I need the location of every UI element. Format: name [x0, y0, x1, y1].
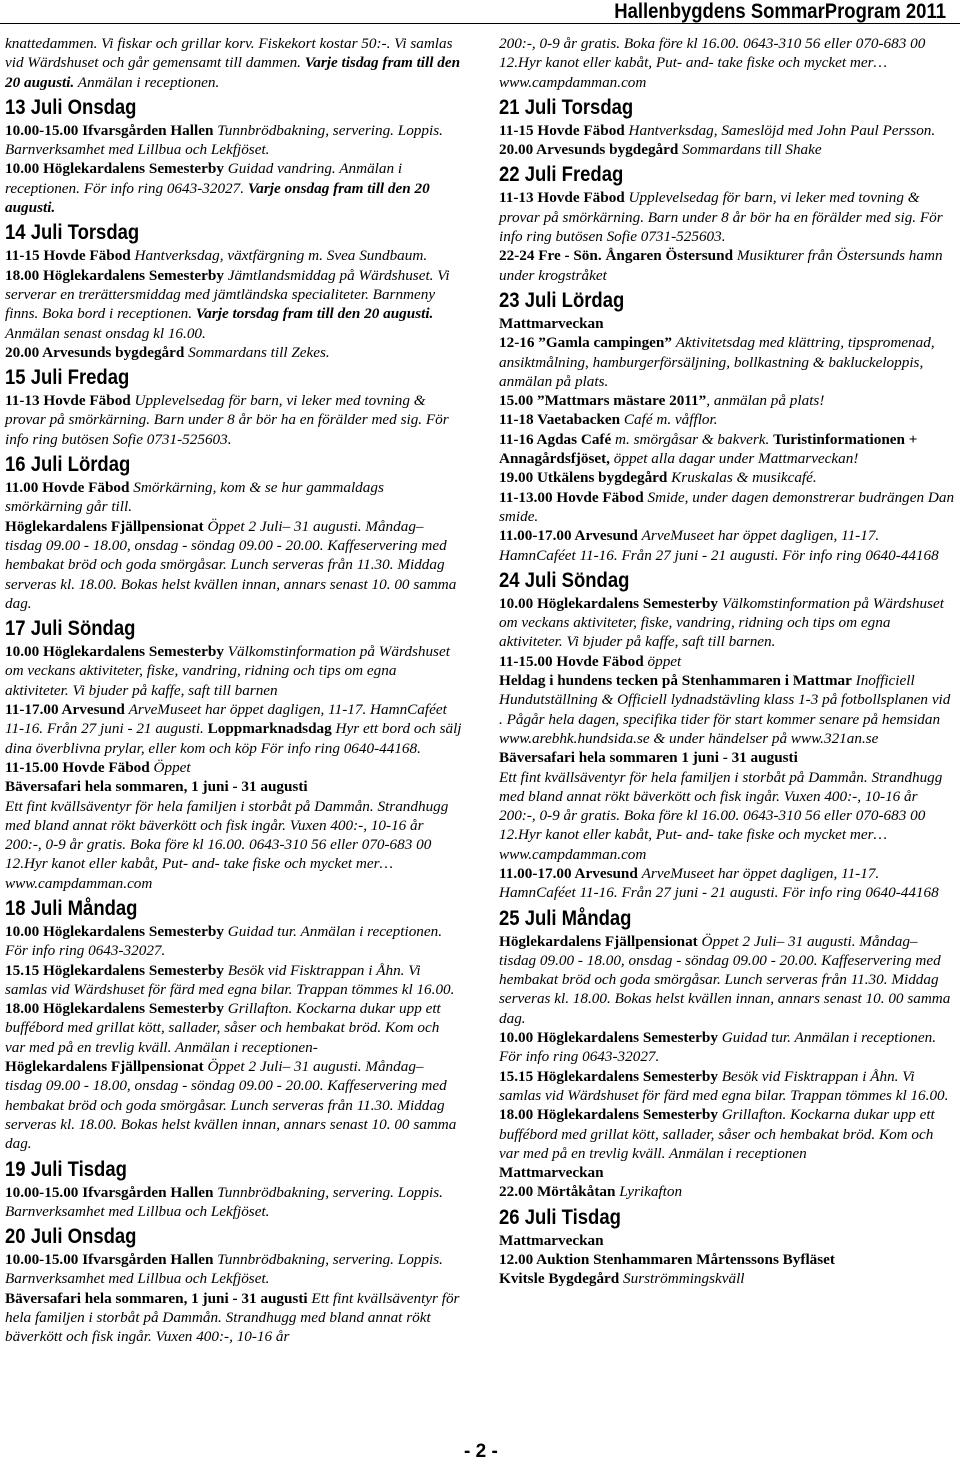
event-description: Öppet 2 Juli– 31 augusti. Måndag– tisdag 09.00 - 18.00, onsdag - söndag 09.00 - 20.00. Kaffeservering med hembakat bröd och goda smörgåsar. Lunch serveras från 11.30. Middag serveras kl. 18.00. Bokas helst kvällen innan, annars senast 10. 00 samma dag.: [5, 517, 457, 612]
event-label: 18.00 Höglekardalens Semesterby: [5, 1000, 228, 1018]
event-entry: [5, 1289, 463, 1347]
event-entry: [499, 246, 957, 285]
document-title: Hallenbygdens SommarProgram 2011: [614, 0, 946, 23]
day-heading: 25 Juli Måndag: [499, 906, 632, 930]
event-entry: [499, 1250, 957, 1269]
day-heading: 16 Juli Lördag: [5, 453, 131, 477]
event-entry: [499, 652, 957, 671]
event-description: Sommardans till Shake: [682, 141, 822, 159]
event-label: 20.00 Arvesunds bygdegård: [499, 141, 683, 159]
event-label: 10.00-15.00 Ifvarsgården Hallen: [5, 1251, 218, 1269]
event-description: m. smörgåsar & bakverk.: [615, 430, 774, 448]
event-label: 10.00 Höglekardalens Semesterby: [499, 1029, 722, 1047]
event-entry: [5, 246, 463, 265]
event-entry: [499, 1182, 957, 1201]
event-description: öppet alla dagar under Mattmarveckan!: [613, 450, 859, 468]
event-entry: [5, 797, 463, 893]
event-label: Mattmarveckan: [499, 1164, 604, 1182]
event-entry: [499, 468, 957, 487]
event-description: Anmälan senast onsdag kl 16.00.: [5, 324, 206, 342]
day-heading: 17 Juli Söndag: [5, 617, 136, 641]
event-label: 15.00 ”Mattmars mästare 2011”: [499, 392, 707, 410]
event-label: 15.15 Höglekardalens Semesterby: [5, 961, 228, 979]
event-entry: [5, 758, 463, 777]
day-heading: 22 Juli Fredag: [499, 163, 624, 187]
event-description: Lyrikafton: [619, 1183, 683, 1201]
event-description: Smide, under dagen demonstrerar budrängen Dan smide.: [499, 488, 955, 525]
event-description: Ett fint kvällsäventyr för hela familjen i storbåt på Dammån. Strandhugg med bland annat rökt bäverkött och fisk ingår. Vuxen 400:-, 10-16 år 200:-, 0-9 år gratis. Boka före kl 16.00. 0643-310 56 eller 070-683 00 12.Hyr kanot eller kabåt, Put- and- take fiske och mycket mer… www.campdamman.com: [499, 768, 943, 863]
event-label: Bäversafari hela sommaren, 1 juni - 31 augusti: [5, 1289, 312, 1307]
event-description: Hantverksdag, växtfärgning m. Svea Sundbaum.: [134, 247, 428, 265]
event-description: Välkomstinformation på Wärdshuset om veckans aktiviteter, fiske, vandring, ridning och tips om egna aktiviteter. Vi bjuder på kaffe, saft till barnen: [5, 643, 450, 699]
event-description: Kruskalas & musikcafé.: [671, 469, 817, 487]
event-description: Besök vid Fisktrappan i Åhn. Vi samlas vid Wärdshuset för färd med egna bilar. Trappan tömmes kl 16.00.: [499, 1067, 949, 1104]
day-heading: 21 Juli Torsdag: [499, 95, 634, 119]
day-heading: 18 Juli Måndag: [5, 896, 138, 920]
event-entry: [5, 159, 463, 217]
day-heading: 26 Juli Tisdag: [499, 1205, 621, 1229]
event-description: Inofficiell Hundutställning & Officiell lydnadstävling klass 1-3 på fotbollsplanen vid . Pågår hela dagen, specifika tider för start kommer senare på hemsidan www.arebhk.hundsida.se & under händelser på www.321an.se: [499, 672, 951, 747]
day-heading: 19 Juli Tisdag: [5, 1157, 127, 1181]
event-description: Jämtlandsmiddag på Wärdshuset. Vi serverar en trerättersmiddag med jämtländska specialiteter. Barnmeny finns. Boka bord i receptionen.: [5, 266, 450, 323]
event-description: Sommardans till Zekes.: [188, 343, 330, 361]
event-label: 11-13 Hovde Fäbod: [5, 392, 135, 410]
day-heading: 23 Juli Lördag: [499, 288, 625, 312]
event-entry: [499, 391, 957, 410]
event-entry: [499, 526, 957, 565]
event-description: Café m. våfflor.: [623, 411, 718, 429]
event-description: , anmälan på plats!: [706, 392, 825, 410]
event-description: ArveMuseet har öppet dagligen, 11-17. HamnCaféet 11-16. Från 27 juni - 21 augusti.: [5, 701, 447, 738]
event-label: 10.00-15.00 Ifvarsgården Hallen: [5, 1183, 218, 1201]
right-column: [499, 34, 957, 1289]
event-label: Mattmarveckan: [499, 314, 604, 332]
event-description: Öppet 2 Juli– 31 augusti. Måndag– tisdag 09.00 - 18.00, onsdag - söndag 09.00 - 20.00. Kaffeservering med hembakat bröd och goda smörgåsar. Lunch serveras från 11.30. Middag serveras kl. 18.00. Bokas helst kvällen innan, annars senast 10. 00 samma dag.: [5, 1058, 457, 1153]
event-entry: [499, 410, 957, 429]
event-description: knattedammen. Vi fiskar och grillar korv. Fiskekort kostar 50:-. Vi samlas vid Wärdshuset och går gemensamt till dammen.: [5, 35, 453, 72]
event-label: Varje tisdag fram till den 20 augusti.: [5, 54, 461, 91]
event-entry: [5, 1183, 463, 1222]
event-description: Surströmmingskväll: [623, 1270, 745, 1288]
event-description: ArveMuseet har öppet dagligen, 11-17. HamnCaféet 11-16. Från 27 juni - 21 augusti. För info ring 0640-44168: [499, 864, 939, 902]
event-label: 11-17.00 Arvesund: [5, 701, 129, 719]
event-entry: [499, 140, 957, 159]
event-label: 15.15 Höglekardalens Semesterby: [499, 1067, 722, 1085]
event-description: Grillafton. Kockarna dukar upp ett buffébord med grillat kött, sallader, såser och hembakat bröd. Kom och var med på en trevlig kväll. Anmälan i receptionen: [499, 1106, 935, 1162]
event-label: Varje torsdag fram till den 20 augusti.: [195, 305, 434, 323]
event-label: Mattmarveckan: [499, 1231, 604, 1249]
event-entry: [499, 671, 957, 748]
event-description: Musikturer från Östersunds hamn under krogstråket: [499, 247, 943, 284]
event-label: 10.00 Höglekardalens Semesterby: [5, 922, 228, 940]
event-entry: [5, 478, 463, 517]
event-entry: [499, 1269, 957, 1288]
event-entry: [499, 488, 957, 527]
event-entry: [5, 266, 463, 343]
event-label: 12-16 ”Gamla campingen”: [499, 334, 676, 352]
event-entry: [5, 391, 463, 449]
event-label: 11-13 Hovde Fäbod: [499, 189, 629, 207]
event-label: Höglekardalens Fjällpensionat: [499, 932, 702, 950]
event-entry: [5, 999, 463, 1057]
event-entry: [5, 642, 463, 700]
event-description: ArveMuseet har öppet dagligen, 11-17. HamnCaféet 11-16. Från 27 juni - 21 augusti. För info ring 0640-44168: [499, 527, 939, 564]
event-description: Upplevelsedag för barn, vi leker med tovning & provar på smörkärning. Barn under 8 år bör ha en förälder med sig. För info ring butösen Sofie 0731-525603.: [499, 189, 943, 246]
event-description: Tunnbrödbakning, servering. Loppis. Barnverksamhet med Lillbua och Lekfjöset.: [5, 1251, 443, 1288]
event-label: 11-15.00 Hovde Fäbod: [5, 758, 154, 776]
event-label: 18.00 Höglekardalens Semesterby: [5, 266, 228, 284]
event-description: Guidad tur. Anmälan i receptionen. För info ring 0643-32027.: [5, 922, 443, 960]
event-label: 22.00 Mörtåkåtan: [499, 1183, 620, 1201]
event-description: öppet: [647, 652, 682, 670]
event-entry: [499, 1028, 957, 1067]
event-description: Smörkärning, kom & se hur gammaldags smörkärning går till.: [5, 479, 384, 516]
event-description: Tunnbrödbakning, servering. Loppis. Barnverksamhet med Lillbua och Lekfjöset.: [5, 1183, 443, 1220]
event-entry: [499, 188, 957, 246]
event-entry: [5, 777, 463, 796]
event-label: 11-18 Vaetabacken: [499, 411, 624, 429]
event-label: 11-15 Hovde Fäbod: [499, 121, 629, 139]
event-entry: [5, 121, 463, 160]
page-number: - 2 -: [464, 1441, 498, 1462]
event-label: 11.00-17.00 Arvesund: [499, 864, 642, 882]
event-description: Ett fint kvällsäventyr för hela familjen i storbåt på Dammån. Strandhugg med bland annat rökt bäverkött och fisk ingår. Vuxen 400:-, 10-16 år: [5, 1289, 460, 1346]
event-entry: [5, 700, 463, 758]
event-entry: [499, 768, 957, 864]
event-label: 11-16 Agdas Café: [499, 430, 616, 448]
event-label: 10.00 Höglekardalens Semesterby: [5, 160, 228, 178]
event-description: Aktivitetsdag med klättring, tipspromenad, ansiktmålning, hamburgerförsäljning, bollkastning & bakluckeloppis, anmälan på plats.: [499, 334, 935, 390]
event-entry: [499, 932, 957, 1028]
day-heading: 24 Juli Söndag: [499, 568, 630, 592]
event-label: 11-15 Hovde Fäbod: [5, 247, 135, 265]
event-label: 12.00 Auktion Stenhammaren Mårtenssons Byfläset: [499, 1251, 835, 1269]
event-description: Tunnbrödbakning, servering. Loppis. Barnverksamhet med Lillbua och Lekfjöset.: [5, 121, 443, 159]
event-label: 10.00 Höglekardalens Semesterby: [5, 643, 228, 661]
event-entry: [499, 34, 957, 92]
event-description: Grillafton. Kockarna dukar upp ett buffébord med grillat kött, sallader, såser och hembakat bröd. Kom och var med på en trevlig kväll. Anmälan i receptionen-: [5, 1000, 441, 1056]
event-label: 11.00 Hovde Fäbod: [5, 479, 134, 497]
event-entry: [499, 594, 957, 652]
event-label: 11-15.00 Hovde Fäbod: [499, 652, 648, 670]
event-label: Kvitsle Bygdegård: [499, 1270, 624, 1288]
event-label: 18.00 Höglekardalens Semesterby: [499, 1106, 722, 1124]
event-description: Besök vid Fisktrappan i Åhn. Vi samlas vid Wärdshuset för färd med egna bilar. Trappan tömmes kl 16.00.: [5, 961, 455, 998]
event-label: Heldag i hundens tecken på Stenhammaren i Mattmar: [499, 672, 852, 690]
event-label: 20.00 Arvesunds bygdegård: [5, 343, 189, 361]
event-entry: [5, 1250, 463, 1289]
left-column: [5, 34, 463, 1347]
event-label: Loppmarknadsdag: [207, 720, 332, 738]
event-entry: [499, 748, 957, 767]
event-entry: [499, 1105, 957, 1163]
event-label: Bäversafari hela sommaren, 1 juni - 31 augusti: [5, 778, 308, 796]
event-label: 11.00-17.00 Arvesund: [499, 527, 642, 545]
event-entry: [499, 333, 957, 391]
event-description: Guidad vandring. Anmälan i receptionen. För info ring 0643-32027.: [5, 160, 403, 197]
event-description: Ett fint kvällsäventyr för hela familjen i storbåt på Dammån. Strandhugg med bland annat rökt bäverkött och fisk ingår. Vuxen 400:-, 10-16 år 200:-, 0-9 år gratis. Boka före kl 16.00. 0643-310 56 eller 070-683 00 12.Hyr kanot eller kabåt, Put- and- take fiske och mycket mer… www.campdamman.com: [5, 797, 449, 892]
event-description: 200:-, 0-9 år gratis. Boka före kl 16.00. 0643-310 56 eller 070-683 00 12.Hyr kanot eller kabåt, Put- and- take fiske och mycket mer… www.campdamman.com: [499, 35, 926, 91]
event-label: 10.00 Höglekardalens Semesterby: [499, 594, 722, 612]
day-heading: 13 Juli Onsdag: [5, 95, 137, 119]
event-label: 19.00 Utkälens bygdegård: [499, 469, 672, 487]
event-entry: [499, 1067, 957, 1106]
day-heading: 14 Juli Torsdag: [5, 221, 140, 245]
event-description: Öppet 2 Juli– 31 augusti. Måndag– tisdag 09.00 - 18.00, onsdag - söndag 09.00 - 20.00. Kaffeservering med hembakat bröd och goda smörgåsar. Lunch serveras från 11.30. Middag serveras kl. 18.00. Bokas helst kvällen innan, annars senast 10. 00 samma dag.: [499, 932, 951, 1027]
event-entry: [499, 121, 957, 140]
event-description: Öppet: [153, 758, 191, 776]
event-entry: [5, 517, 463, 613]
day-heading: 20 Juli Onsdag: [5, 1225, 137, 1249]
event-entry: [5, 34, 463, 92]
event-label: 22-24 Fre - Sön. Ångaren Östersund: [499, 247, 737, 265]
day-heading: 15 Juli Fredag: [5, 366, 130, 390]
event-entry: [499, 864, 957, 903]
event-entry: [499, 1231, 957, 1250]
event-description: Anmälan i receptionen.: [74, 73, 220, 91]
page-header: [0, 0, 960, 26]
event-label: Varje onsdag fram till den 20 augusti.: [5, 179, 430, 217]
event-entry: [5, 961, 463, 1000]
event-description: Upplevelsedag för barn, vi leker med tovning & provar på smörkärning. Barn under 8 år bör ha en förälder med sig. För info ring butösen Sofie 0731-525603.: [5, 392, 449, 448]
event-description: Hyr ett bord och sälj dina överblivna prylar, eller kom och köp För info ring 0640-44168.: [5, 720, 462, 757]
event-label: 10.00-15.00 Ifvarsgården Hallen: [5, 121, 218, 139]
event-description: Guidad tur. Anmälan i receptionen. För info ring 0643-32027.: [499, 1029, 937, 1066]
event-description: Välkomstinformation på Wärdshuset om veckans aktiviteter, fiske, vandring, ridning och tips om egna aktiviteter. Vi bjuder på kaffe, saft till barnen.: [499, 594, 944, 651]
event-entry: [499, 430, 957, 469]
event-label: Höglekardalens Fjällpensionat: [5, 1058, 208, 1076]
event-entry: [5, 922, 463, 961]
event-label: 11-13.00 Hovde Fäbod: [499, 488, 648, 506]
event-description: Hantverksdag, Sameslöjd med John Paul Persson.: [628, 121, 936, 139]
event-label: Höglekardalens Fjällpensionat: [5, 517, 208, 535]
event-entry: [5, 343, 463, 362]
event-label: Bäversafari hela sommaren 1 juni - 31 augusti: [499, 749, 798, 767]
event-entry: [499, 1163, 957, 1182]
event-entry: [499, 314, 957, 333]
event-label: Turistinformationen + Annagårdsfjöset,: [499, 430, 918, 468]
header-rule: [0, 23, 960, 24]
event-entry: [5, 1057, 463, 1153]
